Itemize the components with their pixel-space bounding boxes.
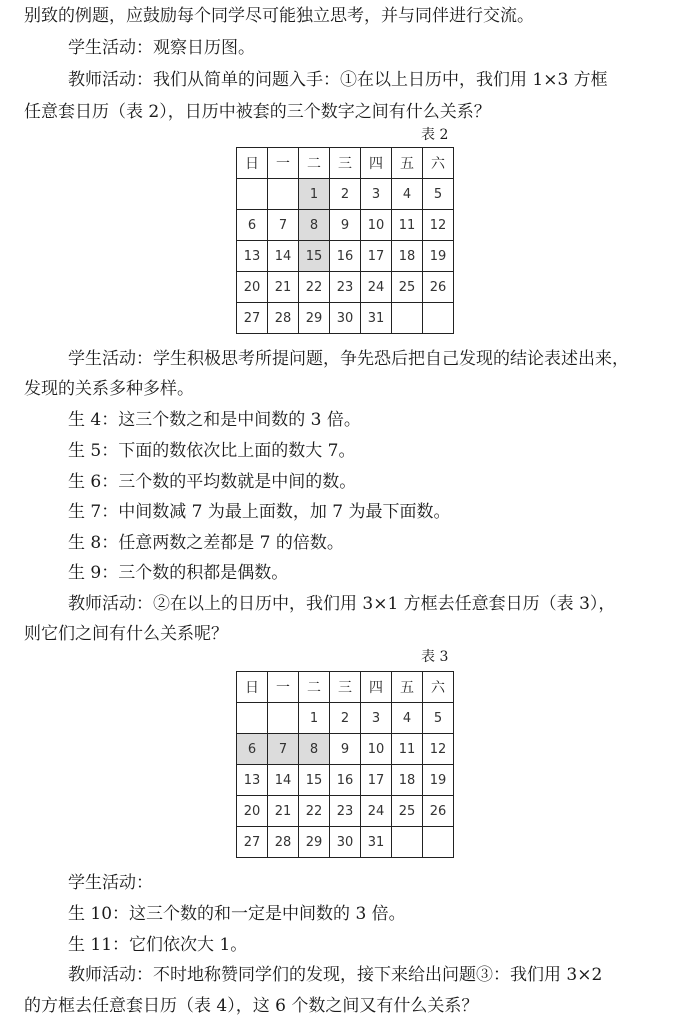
table-row (237, 734, 454, 765)
date-cell: 25 (392, 796, 423, 827)
date-cell: 21 (268, 272, 299, 303)
date-cell: 22 (299, 272, 330, 303)
date-cell: 12 (423, 210, 454, 241)
table-row (237, 241, 454, 272)
paragraph-line: 学生活动： (68, 873, 153, 893)
empty-cell (423, 827, 454, 858)
weekday-header: 六 (423, 148, 454, 179)
date-cell: 25 (392, 272, 423, 303)
table-row (237, 179, 454, 210)
date-cell: 27 (237, 303, 268, 334)
date-cell: 10 (361, 210, 392, 241)
paragraph-line: 教师活动：②在以上的日历中，我们用 3×1 方框去任意套日历（表 3）， (68, 594, 616, 614)
weekday-header: 日 (237, 148, 268, 179)
date-cell: 19 (423, 765, 454, 796)
date-cell: 4 (392, 703, 423, 734)
calendar-table-3 (236, 671, 454, 858)
weekday-header: 五 (392, 148, 423, 179)
date-cell: 5 (423, 703, 454, 734)
date-cell: 13 (237, 765, 268, 796)
paragraph-line: 学生活动：观察日历图。 (68, 38, 255, 58)
date-cell: 20 (237, 796, 268, 827)
date-cell: 13 (237, 241, 268, 272)
paragraph-line: 任意套日历（表 2），日历中被套的三个数字之间有什么关系？ (24, 102, 491, 122)
date-cell: 10 (361, 734, 392, 765)
empty-cell (268, 179, 299, 210)
date-cell: 9 (330, 210, 361, 241)
date-cell: 24 (361, 272, 392, 303)
weekday-header: 六 (423, 672, 454, 703)
date-cell: 18 (392, 241, 423, 272)
empty-cell (423, 303, 454, 334)
weekday-header: 四 (361, 148, 392, 179)
date-cell: 31 (361, 827, 392, 858)
date-cell: 6 (237, 734, 268, 765)
date-cell: 17 (361, 765, 392, 796)
date-cell: 26 (423, 796, 454, 827)
date-cell: 7 (268, 210, 299, 241)
table-row (237, 765, 454, 796)
weekday-header: 一 (268, 148, 299, 179)
date-cell: 7 (268, 734, 299, 765)
table-row (237, 272, 454, 303)
paragraph-line: 教师活动：我们从简单的问题入手：①在以上日历中，我们用 1×3 方框 (68, 70, 608, 90)
empty-cell (237, 179, 268, 210)
date-cell: 29 (299, 827, 330, 858)
date-cell: 16 (330, 241, 361, 272)
date-cell: 28 (268, 827, 299, 858)
weekday-header: 二 (299, 672, 330, 703)
paragraph-line: 生 5：下面的数依次比上面的数大 7。 (68, 441, 356, 461)
date-cell: 3 (361, 703, 392, 734)
date-cell: 21 (268, 796, 299, 827)
date-cell: 2 (330, 703, 361, 734)
date-cell: 29 (299, 303, 330, 334)
date-cell: 30 (330, 303, 361, 334)
paragraph-line: 生 8：任意两数之差都是 7 的倍数。 (68, 533, 344, 553)
paragraph-line: 生 9：三个数的积都是偶数。 (68, 563, 289, 583)
date-cell: 15 (299, 241, 330, 272)
date-cell: 5 (423, 179, 454, 210)
date-cell: 11 (392, 734, 423, 765)
date-cell: 24 (361, 796, 392, 827)
empty-cell (237, 703, 268, 734)
date-cell: 17 (361, 241, 392, 272)
date-cell: 23 (330, 796, 361, 827)
date-cell: 30 (330, 827, 361, 858)
date-cell: 9 (330, 734, 361, 765)
date-cell: 16 (330, 765, 361, 796)
paragraph-line: 发现的关系多种多样。 (24, 379, 194, 399)
paragraph-line: 别致的例题，应鼓励每个同学尽可能独立思考，并与同伴进行交流。 (24, 6, 534, 26)
date-cell: 26 (423, 272, 454, 303)
paragraph-line: 生 10：这三个数的和一定是中间数的 3 倍。 (68, 904, 406, 924)
paragraph-line: 学生活动：学生积极思考所提问题，争先恐后把自己发现的结论表述出来， (68, 349, 629, 369)
empty-cell (392, 827, 423, 858)
paragraph-line: 生 7：中间数减 7 为最上面数，加 7 为最下面数。 (68, 502, 451, 522)
date-cell: 11 (392, 210, 423, 241)
empty-cell (268, 703, 299, 734)
date-cell: 22 (299, 796, 330, 827)
date-cell: 6 (237, 210, 268, 241)
date-cell: 31 (361, 303, 392, 334)
table-caption: 表 2 (421, 127, 449, 143)
weekday-header: 日 (237, 672, 268, 703)
date-cell: 2 (330, 179, 361, 210)
weekday-header: 二 (299, 148, 330, 179)
date-cell: 1 (299, 703, 330, 734)
table-row (237, 796, 454, 827)
weekday-header: 三 (330, 672, 361, 703)
date-cell: 14 (268, 765, 299, 796)
paragraph-line: 生 11：它们依次大 1。 (68, 935, 248, 955)
date-cell: 3 (361, 179, 392, 210)
table-row (237, 827, 454, 858)
weekday-header: 三 (330, 148, 361, 179)
date-cell: 18 (392, 765, 423, 796)
paragraph-line: 生 4：这三个数之和是中间数的 3 倍。 (68, 410, 361, 430)
date-cell: 27 (237, 827, 268, 858)
date-cell: 14 (268, 241, 299, 272)
date-cell: 1 (299, 179, 330, 210)
date-cell: 28 (268, 303, 299, 334)
date-cell: 8 (299, 734, 330, 765)
calendar-table-2 (236, 147, 454, 334)
paragraph-line: 则它们之间有什么关系呢？ (24, 624, 228, 644)
date-cell: 8 (299, 210, 330, 241)
paragraph-line: 生 6：三个数的平均数就是中间的数。 (68, 472, 357, 492)
date-cell: 12 (423, 734, 454, 765)
weekday-header: 一 (268, 672, 299, 703)
date-cell: 15 (299, 765, 330, 796)
date-cell: 20 (237, 272, 268, 303)
table-row (237, 210, 454, 241)
date-cell: 23 (330, 272, 361, 303)
table-caption: 表 3 (421, 649, 449, 665)
table-row (237, 703, 454, 734)
table-row (237, 303, 454, 334)
date-cell: 19 (423, 241, 454, 272)
date-cell: 4 (392, 179, 423, 210)
weekday-header: 四 (361, 672, 392, 703)
weekday-header: 五 (392, 672, 423, 703)
paragraph-line: 教师活动：不时地称赞同学们的发现，接下来给出问题③：我们用 3×2 (68, 965, 603, 985)
paragraph-line: 的方框去任意套日历（表 4），这 6 个数之间又有什么关系？ (24, 996, 479, 1016)
empty-cell (392, 303, 423, 334)
